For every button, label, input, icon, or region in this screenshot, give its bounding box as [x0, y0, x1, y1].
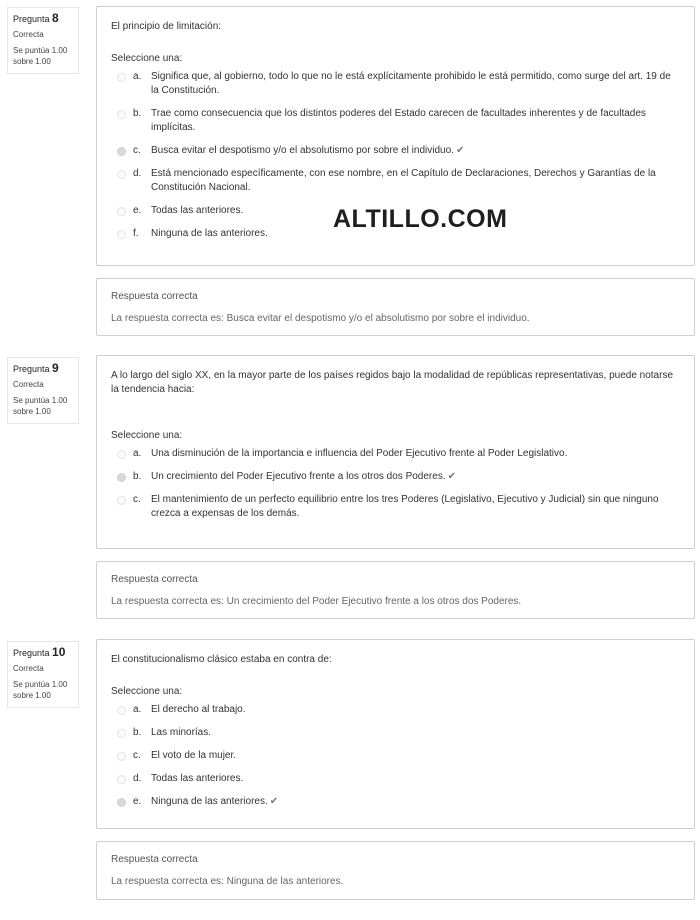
option-letter: e.	[133, 205, 142, 216]
radio-icon[interactable]	[117, 729, 126, 738]
answer-option[interactable]	[117, 493, 680, 521]
option-letter: f.	[133, 228, 139, 239]
question-number: 8	[52, 11, 59, 25]
question-state: Correcta	[13, 380, 44, 389]
radio-icon[interactable]	[117, 775, 126, 784]
option-letter: c.	[133, 494, 141, 505]
feedback-text: La respuesta correcta es: Ninguna de las anteriores.	[111, 876, 344, 887]
radio-icon[interactable]	[117, 110, 126, 119]
question-grade: Se puntúa 1.00 sobre 1.00	[13, 680, 68, 700]
question-label: Pregunta	[13, 648, 50, 658]
radio-icon[interactable]	[117, 706, 126, 715]
question-text: El principio de limitación:	[111, 21, 222, 32]
option-text: El mantenimiento de un perfecto equilibrio entre los tres Poderes (Legislativo, Ejecutivo y Judicial) sin que ninguno crezca a expensas de los demás.	[151, 494, 659, 519]
option-letter: b.	[133, 108, 142, 119]
answer-option[interactable]	[117, 726, 680, 740]
answer-options	[117, 447, 680, 521]
radio-icon[interactable]	[117, 798, 126, 807]
feedback-title: Respuesta correcta	[111, 574, 198, 585]
option-text: Trae como consecuencia que los distintos poderes del Estado carecen de facultades inherentes y de facultades implícitas.	[151, 108, 646, 133]
feedback-text: La respuesta correcta es: Un crecimiento del Poder Ejecutivo frente a los otros dos Poderes.	[111, 596, 522, 607]
option-text: Las minorías.	[151, 727, 212, 738]
feedback-box	[96, 841, 695, 900]
option-letter: b.	[133, 471, 142, 482]
radio-icon[interactable]	[117, 170, 126, 179]
option-letter: b.	[133, 727, 142, 738]
answer-option[interactable]	[117, 749, 680, 763]
answer-option-selected[interactable]	[117, 795, 680, 809]
answer-option[interactable]	[117, 70, 680, 98]
answer-option[interactable]	[117, 772, 680, 786]
answer-option[interactable]	[117, 447, 680, 461]
feedback-box	[96, 278, 695, 336]
question-info	[7, 357, 79, 424]
radio-icon[interactable]	[117, 207, 126, 216]
option-text: Un crecimiento del Poder Ejecutivo frente a los otros dos Poderes.	[151, 471, 446, 482]
question-label: Pregunta	[13, 364, 50, 374]
option-letter: d.	[133, 773, 142, 784]
answer-options	[117, 703, 680, 809]
option-text: Ninguna de las anteriores.	[151, 796, 268, 807]
radio-icon[interactable]	[117, 73, 126, 82]
question-content	[96, 355, 695, 549]
option-text: Una disminución de la importancia e influencia del Poder Ejecutivo frente al Poder Legislativo.	[151, 448, 568, 459]
radio-icon[interactable]	[117, 473, 126, 482]
radio-icon[interactable]	[117, 496, 126, 505]
checkmark-icon: ✔	[269, 796, 279, 807]
answer-option-selected[interactable]	[117, 144, 680, 158]
option-text: El voto de la mujer.	[151, 750, 237, 761]
question-label: Pregunta	[13, 14, 50, 24]
feedback-title: Respuesta correcta	[111, 291, 198, 302]
option-letter: e.	[133, 796, 142, 807]
question-info	[7, 7, 79, 74]
option-letter: d.	[133, 168, 142, 179]
option-text: Todas las anteriores.	[151, 205, 244, 216]
question-number: 9	[52, 361, 59, 375]
answer-option-selected[interactable]	[117, 470, 680, 484]
answer-prompt: Seleccione una:	[111, 430, 183, 441]
question-grade: Se puntúa 1.00 sobre 1.00	[13, 46, 68, 66]
option-letter: a.	[133, 71, 142, 82]
checkmark-icon: ✔	[447, 471, 456, 482]
answer-prompt: Seleccione una:	[111, 53, 183, 64]
feedback-box	[96, 561, 695, 619]
option-letter: a.	[133, 448, 142, 459]
question-grade: Se puntúa 1.00 sobre 1.00	[13, 396, 68, 416]
option-text: Ninguna de las anteriores.	[151, 228, 268, 239]
radio-icon[interactable]	[117, 450, 126, 459]
radio-icon[interactable]	[117, 752, 126, 761]
watermark: ALTILLO.COM	[333, 205, 508, 233]
answer-option[interactable]	[117, 167, 680, 195]
option-text: Está mencionado específicamente, con ese nombre, en el Capítulo de Declaraciones, Derechos y Garantías de la Constitución Nacional.	[151, 168, 656, 193]
question-content	[96, 639, 695, 829]
option-text: El derecho al trabajo.	[151, 704, 246, 715]
radio-icon[interactable]	[117, 230, 126, 239]
option-letter: c.	[133, 750, 141, 761]
option-text: Busca evitar el despotismo y/o el absolutismo por sobre el individuo.	[151, 145, 454, 156]
question-number: 10	[52, 645, 66, 659]
checkmark-icon: ✔	[455, 145, 465, 156]
option-letter: a.	[133, 704, 142, 715]
answer-option[interactable]	[117, 107, 680, 135]
option-text: Significa que, al gobierno, todo lo que no le está explícitamente prohibido le está permitido, como surge del art. 19 de la Constitución.	[151, 71, 671, 96]
option-text: Todas las anteriores.	[151, 773, 244, 784]
question-state: Correcta	[13, 664, 44, 673]
question-text: A lo largo del siglo XX, en la mayor parte de los países regidos bajo la modalidad de repúblicas representativas, puede notarse la tendencia hacia:	[111, 370, 674, 395]
option-letter: c.	[133, 145, 141, 156]
radio-icon[interactable]	[117, 147, 126, 156]
answer-option[interactable]	[117, 703, 680, 717]
answer-prompt: Seleccione una:	[111, 686, 183, 697]
feedback-text: La respuesta correcta es: Busca evitar el despotismo y/o el absolutismo por sobre el individuo.	[111, 313, 530, 324]
question-info	[7, 641, 79, 708]
question-text: El constitucionalismo clásico estaba en contra de:	[111, 654, 332, 665]
feedback-title: Respuesta correcta	[111, 854, 198, 865]
question-state: Correcta	[13, 30, 44, 39]
